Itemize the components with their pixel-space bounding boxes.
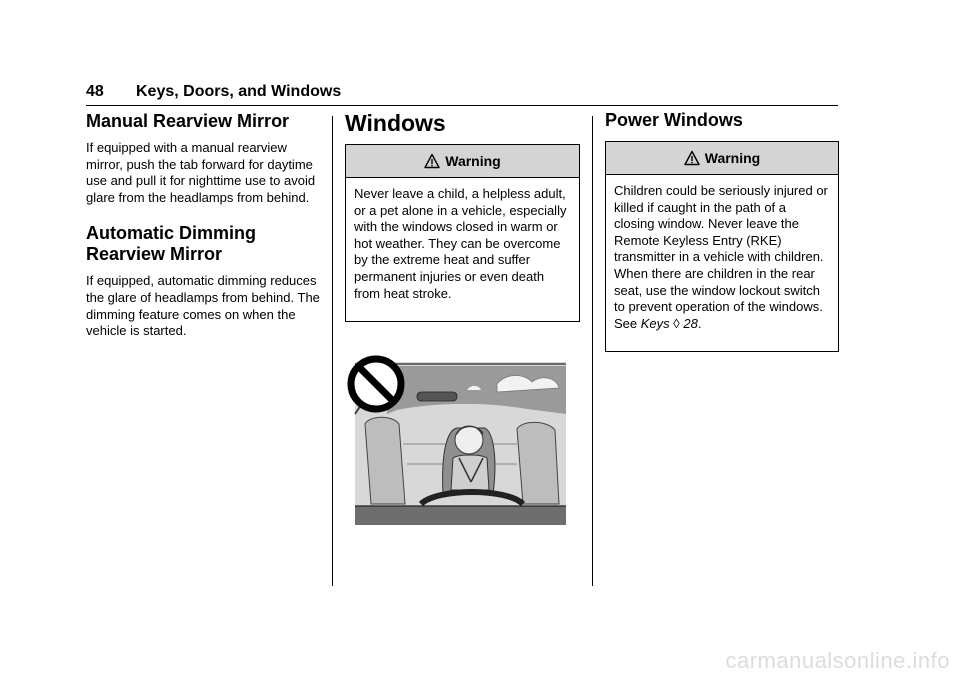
power-windows-warning-label: Warning (704, 150, 761, 166)
auto-dimming-text: If equipped, automatic dimming reduces the glare of headlamps from behind. The dimming feature comes on when the vehicle is started. (86, 273, 320, 339)
keys-reference-link[interactable]: Keys (640, 315, 670, 331)
warning-triangle-icon (684, 150, 700, 166)
windows-warning-label: Warning (445, 153, 501, 169)
auto-dimming-heading-line1: Automatic Dimming (86, 223, 257, 244)
windows-heading: Windows (345, 110, 446, 136)
site-watermark: carmanualsonline.info (725, 648, 950, 673)
manual-mirror-text: If equipped with a manual rearview mirror, push the tab forward for daytime use and pull it for nighttime use to avoid glare from the headlamps from behind. (86, 140, 316, 205)
left-column (86, 111, 322, 340)
warning-triangle-icon (424, 153, 440, 169)
manual-mirror-heading: Manual Rearview Mirror (86, 111, 290, 131)
page-reference-icon: ◊ (673, 315, 680, 331)
middle-column (345, 110, 581, 136)
power-windows-warning-box (605, 141, 839, 352)
reference-period: . (697, 315, 702, 331)
page-number: 48 (86, 83, 104, 100)
power-windows-heading: Power Windows (605, 110, 743, 130)
windows-warning-header (346, 145, 579, 178)
section-title: Keys, Doors, and Windows (136, 83, 342, 100)
child-in-car-illustration (347, 354, 567, 526)
windows-warning-text: Never leave a child, a helpless adult, or a pet alone in a vehicle, especially with the windows closed in warm or hot weather. They can be overcome by the extreme heat and suffer permanent injuries or even death from heat stroke. (354, 186, 567, 301)
page-header (86, 83, 838, 106)
auto-dimming-heading (86, 223, 322, 265)
power-windows-warning-text (606, 175, 838, 340)
auto-dimming-heading-line2: Rearview Mirror (86, 244, 223, 265)
keys-reference-page[interactable]: 28 (683, 315, 698, 331)
column-divider-right (592, 116, 593, 586)
power-windows-warning-header (606, 142, 838, 175)
power-windows-warning-body: Children could be seriously injured or killed if caught in the path of a closing window. Never leave the Remote Keyless Entry (RKE) transmitter in a vehicle with children. When there are children in the rear seat, use the window lockout switch to prevent operation of the windows. See (614, 183, 828, 331)
column-divider-left (332, 116, 333, 586)
right-column (605, 110, 841, 131)
windows-warning-box (345, 144, 580, 322)
